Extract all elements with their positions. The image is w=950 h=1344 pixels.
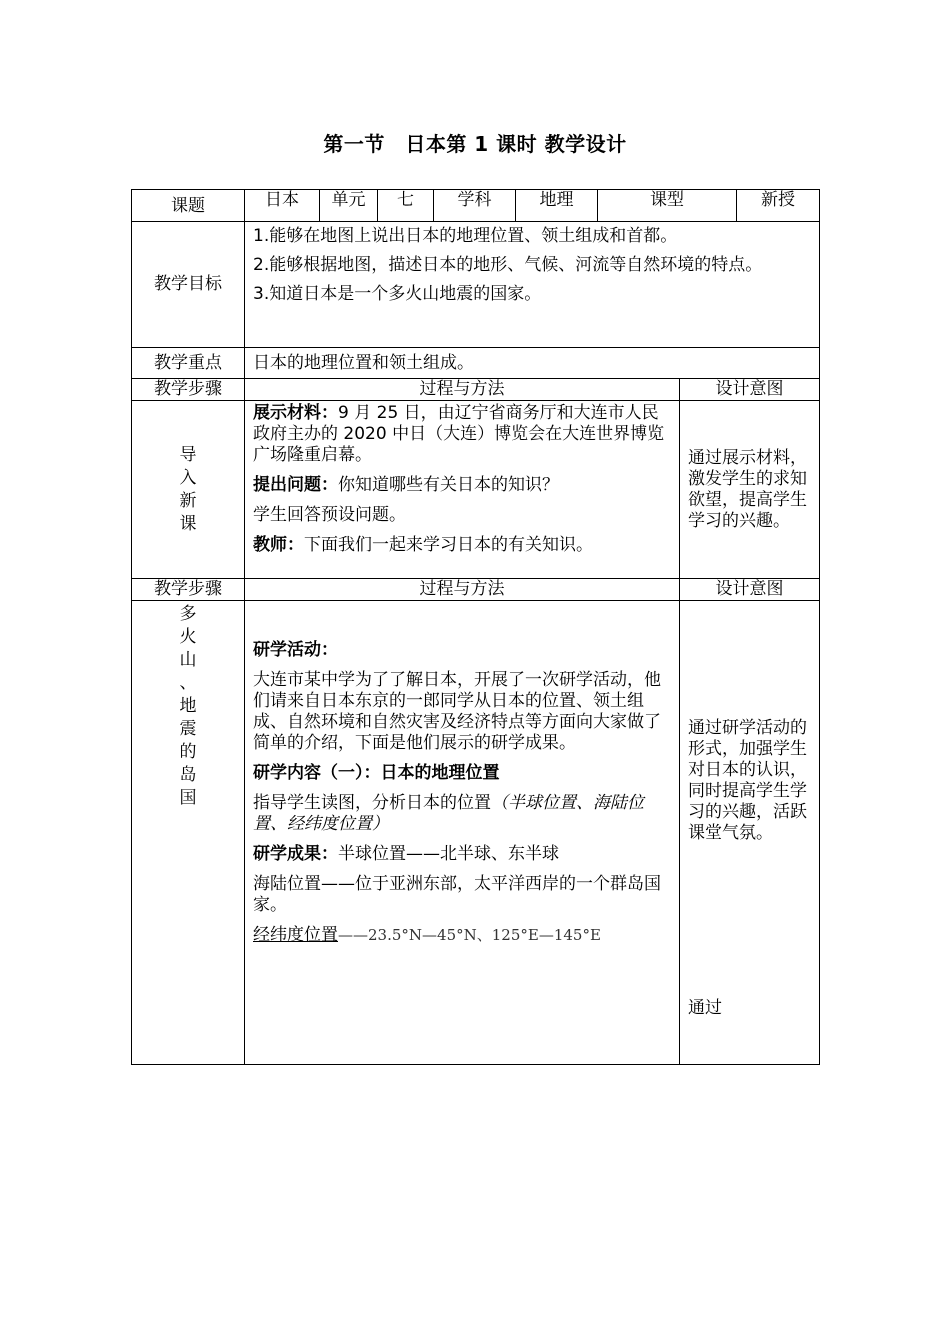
goals-content: [245, 222, 820, 348]
intro-label: [132, 401, 245, 579]
steps-header-col1: 教学步骤: [132, 579, 245, 601]
steps-header-col2: 过程与方法: [245, 379, 680, 401]
intro-label-char: 入: [179, 467, 197, 488]
intro-intent: 通过展示材料，激发学生的求知欲望，提高学生学习的兴趣。: [680, 401, 820, 579]
guide-text: 指导学生读图，分析日本的位置: [253, 793, 491, 813]
intro-material: [253, 403, 671, 466]
section2-label: [132, 601, 245, 1065]
section2-label-char: 山: [179, 650, 197, 670]
intro-process: [245, 401, 680, 579]
section2-process: [245, 601, 680, 1065]
page-title: 第一节 日本第 1 课时 教学设计: [323, 132, 627, 156]
section2-intent: [680, 601, 820, 1065]
lesson-plan-table: [131, 189, 820, 1065]
intro-question-label: 提出问题：: [253, 475, 338, 495]
guide: [253, 793, 671, 835]
goals-row: [132, 222, 820, 348]
header-row: [132, 190, 820, 222]
subject-value: 地理: [516, 190, 598, 222]
intro-label-char: 新: [179, 490, 197, 511]
section2-label-char: 震: [179, 719, 197, 739]
intro-teacher: [253, 535, 671, 556]
sea-land-position: 海陆位置——位于亚洲东部，太平洋西岸的一个群岛国家。: [253, 874, 661, 915]
goal-item-1: 1.能够在地图上说出日本的地理位置、领土组成和首都。: [253, 226, 678, 246]
type-value: 新授: [737, 190, 820, 222]
intro-row: [132, 401, 820, 579]
guide-italic: （半球位置、海陆位置、经纬度位置）: [253, 793, 644, 834]
steps-header-col1: 教学步骤: [132, 379, 245, 401]
result-label: 研学成果：: [253, 844, 338, 864]
intro-label-char: 课: [179, 513, 197, 534]
section2-intent-more: 通过: [688, 998, 722, 1018]
subject-label: 学科: [434, 190, 516, 222]
intro-teacher-text: 下面我们一起来学习日本的有关知识。: [304, 535, 593, 555]
section2-label-char: 多: [179, 604, 197, 624]
unit-value: 七: [378, 190, 434, 222]
activity-label: 研学活动：: [253, 640, 338, 660]
content-heading: 研学内容（一）：日本的地理位置: [253, 763, 500, 783]
activity-text: 大连市某中学为了了解日本，开展了一次研学活动，他们请来自日本东京的一郎同学从日本的位置、领土组成、自然环境和自然灾害及经济特点等方面向大家做了简单的介绍，下面是他们展示的研学成果。: [253, 670, 661, 753]
steps-header-row-2: [132, 579, 820, 601]
steps-header-row-1: [132, 379, 820, 401]
section2-label-char: 的: [179, 742, 197, 762]
section2-label-vertical: [178, 603, 198, 810]
intro-teacher-label: 教师：: [253, 535, 304, 555]
topic-value: 日本: [245, 190, 320, 222]
section2-intent-text: 通过研学活动的形式，加强学生对日本的认识，同时提高学生学习的兴趣，活跃课堂气氛。: [688, 718, 807, 843]
focus-value: 日本的地理位置和领土组成。: [245, 348, 820, 379]
type-label: 课型: [598, 190, 737, 222]
goal-item-2: 2.能够根据地图，描述日本的地形、气候、河流等自然环境的特点。: [253, 255, 763, 275]
intro-question-text: 你知道哪些有关日本的知识？: [338, 475, 559, 495]
topic-label: 课题: [132, 190, 245, 222]
intro-question: [253, 475, 671, 496]
goals-label: 教学目标: [132, 222, 245, 348]
section2-row: [132, 601, 820, 1065]
result: [253, 844, 671, 865]
goal-item-3: 3.知道日本是一个多火山地震的国家。: [253, 284, 542, 304]
focus-label: 教学重点: [132, 348, 245, 379]
steps-header-col3: 设计意图: [680, 579, 820, 601]
intro-material-label: 展示材料：: [253, 403, 338, 423]
latlon-text: ——23.5°N—45°N、125°E—145°E: [338, 926, 601, 944]
steps-header-col2: 过程与方法: [245, 579, 680, 601]
section2-label-char: 、: [179, 673, 197, 693]
result-text: 半球位置——北半球、东半球: [338, 844, 559, 864]
section2-label-char: 地: [179, 696, 197, 716]
focus-row: [132, 348, 820, 379]
section2-label-char: 国: [179, 788, 197, 808]
intro-material-text: 9 月 25 日，由辽宁省商务厅和大连市人民政府主办的 2020 中日（大连）博览会在大连世界博览广场隆重启幕。: [253, 403, 665, 465]
intro-student: 学生回答预设问题。: [253, 505, 406, 525]
steps-header-col3: 设计意图: [680, 379, 820, 401]
section2-label-char: 岛: [179, 765, 197, 785]
unit-label: 单元: [320, 190, 378, 222]
intro-label-vertical: [178, 444, 198, 536]
latlon-label: 经纬度位置: [253, 925, 338, 945]
section2-label-char: 火: [179, 627, 197, 647]
intro-label-char: 导: [179, 444, 197, 465]
latlon-position: [253, 925, 671, 946]
